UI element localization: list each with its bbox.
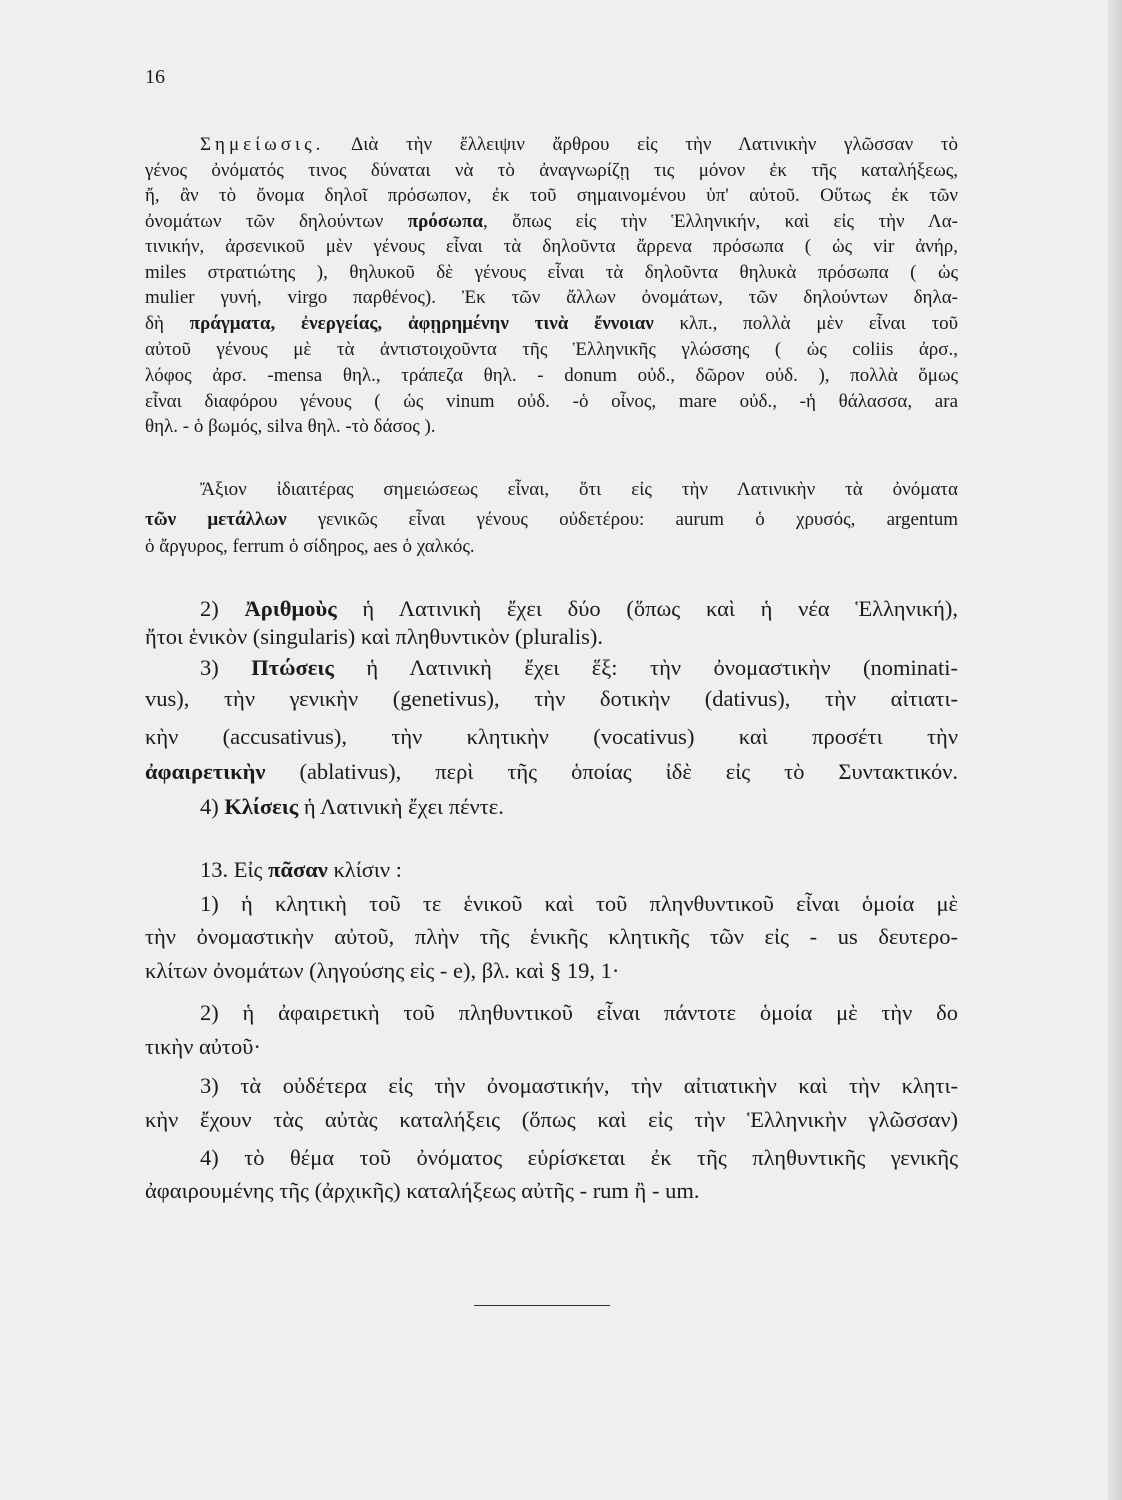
text-run: κὴν (accusativus), τὴν κλητικὴν (vocativus) καὶ προσέτι τὴν xyxy=(145,724,958,749)
text-run: ἡ Λατινικὴ ἔχει ἕξ: τὴν ὀνομαστικὴν (nominati- xyxy=(333,655,958,680)
text-run: Ἄξιον ἰδιαιτέρας σημειώσεως εἶναι, ὅτι εἰς τὴν Λατινικὴν τὰ ὀνόματα xyxy=(200,479,958,500)
text-run: 4) xyxy=(200,794,225,819)
text-run: 4) τὸ θέμα τοῦ ὀνόματος εὑρίσκεται ἐκ τῆς πληθυντικῆς γενικῆς xyxy=(200,1145,958,1170)
text-line xyxy=(145,622,958,652)
text-line xyxy=(145,1176,958,1206)
text-run: ἡ Λατινικὴ ἔχει πέντε. xyxy=(298,794,504,819)
page-number: 16 xyxy=(145,66,165,88)
text-line xyxy=(200,594,958,624)
text-line xyxy=(145,505,958,535)
page-edge-shadow xyxy=(1108,0,1122,1500)
text-line xyxy=(200,1143,958,1173)
text-run: vus), τὴν γενικὴν (genetivus), τὴν δοτικὴν (dativus), τὴν αἰτιατι- xyxy=(145,686,958,711)
text-run: mulier γυνή, virgo παρθένος). Ἐκ τῶν ἄλλων ὀνομάτων, τῶν δηλούντων δηλα- xyxy=(145,287,958,308)
text-run: (ablativus), περὶ τῆς ὁποίας ἰδὲ εἰς τὸ Συντακτικόν. xyxy=(265,759,958,784)
text-line xyxy=(145,412,958,442)
text-run: ὁ ἄργυρος, ferrum ὁ σίδηρος, aes ὁ χαλκός. xyxy=(145,536,475,557)
text-line xyxy=(145,722,958,752)
text-run: θηλ. - ὁ βωμός, silva θηλ. -τὸ δάσος ). xyxy=(145,416,436,437)
bold-term: Ἀριθμοὺς xyxy=(244,596,337,621)
text-run: 2) ἡ ἀφαιρετικὴ τοῦ πληθυντικοῦ εἶναι πάντοτε ὁμοία μὲ τὴν δο xyxy=(200,1000,958,1025)
bold-term: ἀφαιρετικὴν xyxy=(145,759,266,784)
text-line xyxy=(145,1032,958,1062)
text-line xyxy=(200,998,958,1028)
text-run: τικὴν αὐτοῦ· xyxy=(145,1034,261,1059)
text-run: ἡ Λατινικὴ ἔχει δύο (ὅπως καὶ ἡ νέα Ἑλληνική), xyxy=(336,596,958,621)
text-run: 3) xyxy=(200,655,252,680)
text-run: 13. Εἰς xyxy=(200,857,269,882)
text-run: λόφος ἀρσ. -mensa θηλ., τράπεζα θηλ. - donum οὐδ., δῶρον οὐδ. ), πολλὰ ὅμως xyxy=(145,365,958,386)
text-run: Διὰ τὴν ἔλλειψιν ἄρθρου εἰς τὴν Λατινικὴν γλῶσσαν τὸ xyxy=(324,134,958,155)
text-run: αὐτοῦ γένους μὲ τὰ ἀντιστοιχοῦντα τῆς Ἑλληνικῆς γλώσσης ( ὡς coliis ἀρσ., xyxy=(145,339,958,360)
bold-term: πρόσωπα xyxy=(407,211,484,232)
text-run: , ὅπως εἰς τὴν Ἑλληνικήν, καὶ εἰς τὴν Λα- xyxy=(483,211,959,232)
text-run: εἶναι διαφόρου γένους ( ὡς vinum οὐδ. -ὁ οἶνος, mare οὐδ., -ἡ θάλασσα, ara xyxy=(145,391,958,412)
text-run: 2) xyxy=(200,596,245,621)
text-run: κλίτων ὀνομάτων (ληγούσης εἰς - e), βλ. καὶ § 19, 1· xyxy=(145,958,620,983)
text-line xyxy=(145,922,958,952)
text-run: τὴν ὀνομαστικὴν αὐτοῦ, πλὴν τῆς ἑνικῆς κλητικῆς τῶν εἰς - us δευτερο- xyxy=(145,924,958,949)
text-run: 3) τὰ οὐδέτερα εἰς τὴν ὀνομαστικήν, τὴν αἰτιατικὴν καὶ τὴν κλητι- xyxy=(200,1073,958,1098)
text-line xyxy=(200,889,958,919)
text-run: δὴ xyxy=(145,313,190,334)
text-line xyxy=(200,653,958,683)
text-line xyxy=(145,532,958,562)
end-rule-divider xyxy=(474,1305,610,1306)
text-run: γένος ὀνόματός τινος δύναται νὰ τὸ ἀναγνωρίζῃ τις μόνον ἐκ τῆς καταλήξεως, xyxy=(145,160,958,181)
text-run: τινικήν, ἀρσενικοῦ μὲν γένους εἶναι τὰ δηλοῦντα ἄρρενα πρόσωπα ( ὡς vir ἀνήρ, xyxy=(145,236,958,257)
text-run: 1) ἡ κλητικὴ τοῦ τε ἑνικοῦ καὶ τοῦ πληνθυντικοῦ εἶναι ὁμοία μὲ xyxy=(200,891,958,916)
text-run: miles στρατιώτης ), θηλυκοῦ δὲ γένους εἶναι τὰ δηλοῦντα θηλυκὰ πρόσωπα ( ὡς xyxy=(145,262,958,283)
text-line xyxy=(200,792,958,822)
text-run: ἀφαιρουμένης τῆς (ἀρχικῆς) καταλήξεως αὐτῆς - rum ἢ - um. xyxy=(145,1178,700,1203)
bold-term: πᾶσαν xyxy=(268,857,328,882)
text-line xyxy=(145,684,958,714)
text-run: κλίσιν : xyxy=(327,857,402,882)
bold-term: Πτώσεις xyxy=(251,655,334,680)
text-run: ὀνομάτων τῶν δηλούντων xyxy=(145,211,408,232)
text-run: κλπ., πολλὰ μὲν εἶναι τοῦ xyxy=(653,313,958,334)
note-heading: Σημείωσις. xyxy=(200,134,325,155)
text-line xyxy=(145,956,958,986)
bold-term: πράγματα, ἐνεργείας, ἀφῃρημένην τινὰ ἔννοιαν xyxy=(189,313,654,334)
text-run: ἤ, ἂν τὸ ὄνομα δηλοῖ πρόσωπον, ἐκ τοῦ σημαινομένου ὑπ' αὐτοῦ. Οὕτως ἐκ τῶν xyxy=(145,185,958,206)
text-line xyxy=(200,1071,958,1101)
text-line xyxy=(200,475,958,505)
text-run: γενικῶς εἶναι γένους οὐδετέρου: aurum ὁ χρυσός, argentum xyxy=(286,509,958,530)
text-run: ἤτοι ἑνικὸν (singularis) καὶ πληθυντικὸν (pluralis). xyxy=(145,624,604,649)
bold-term: Κλίσεις xyxy=(224,794,299,819)
text-run: κὴν ἔχουν τὰς αὐτὰς καταλήξεις (ὅπως καὶ εἰς τὴν Ἑλληνικὴν γλῶσσαν) xyxy=(145,1107,958,1132)
text-line xyxy=(145,1105,958,1135)
text-line xyxy=(145,757,958,787)
text-line xyxy=(200,855,958,885)
bold-term: τῶν μετάλλων xyxy=(145,509,287,530)
